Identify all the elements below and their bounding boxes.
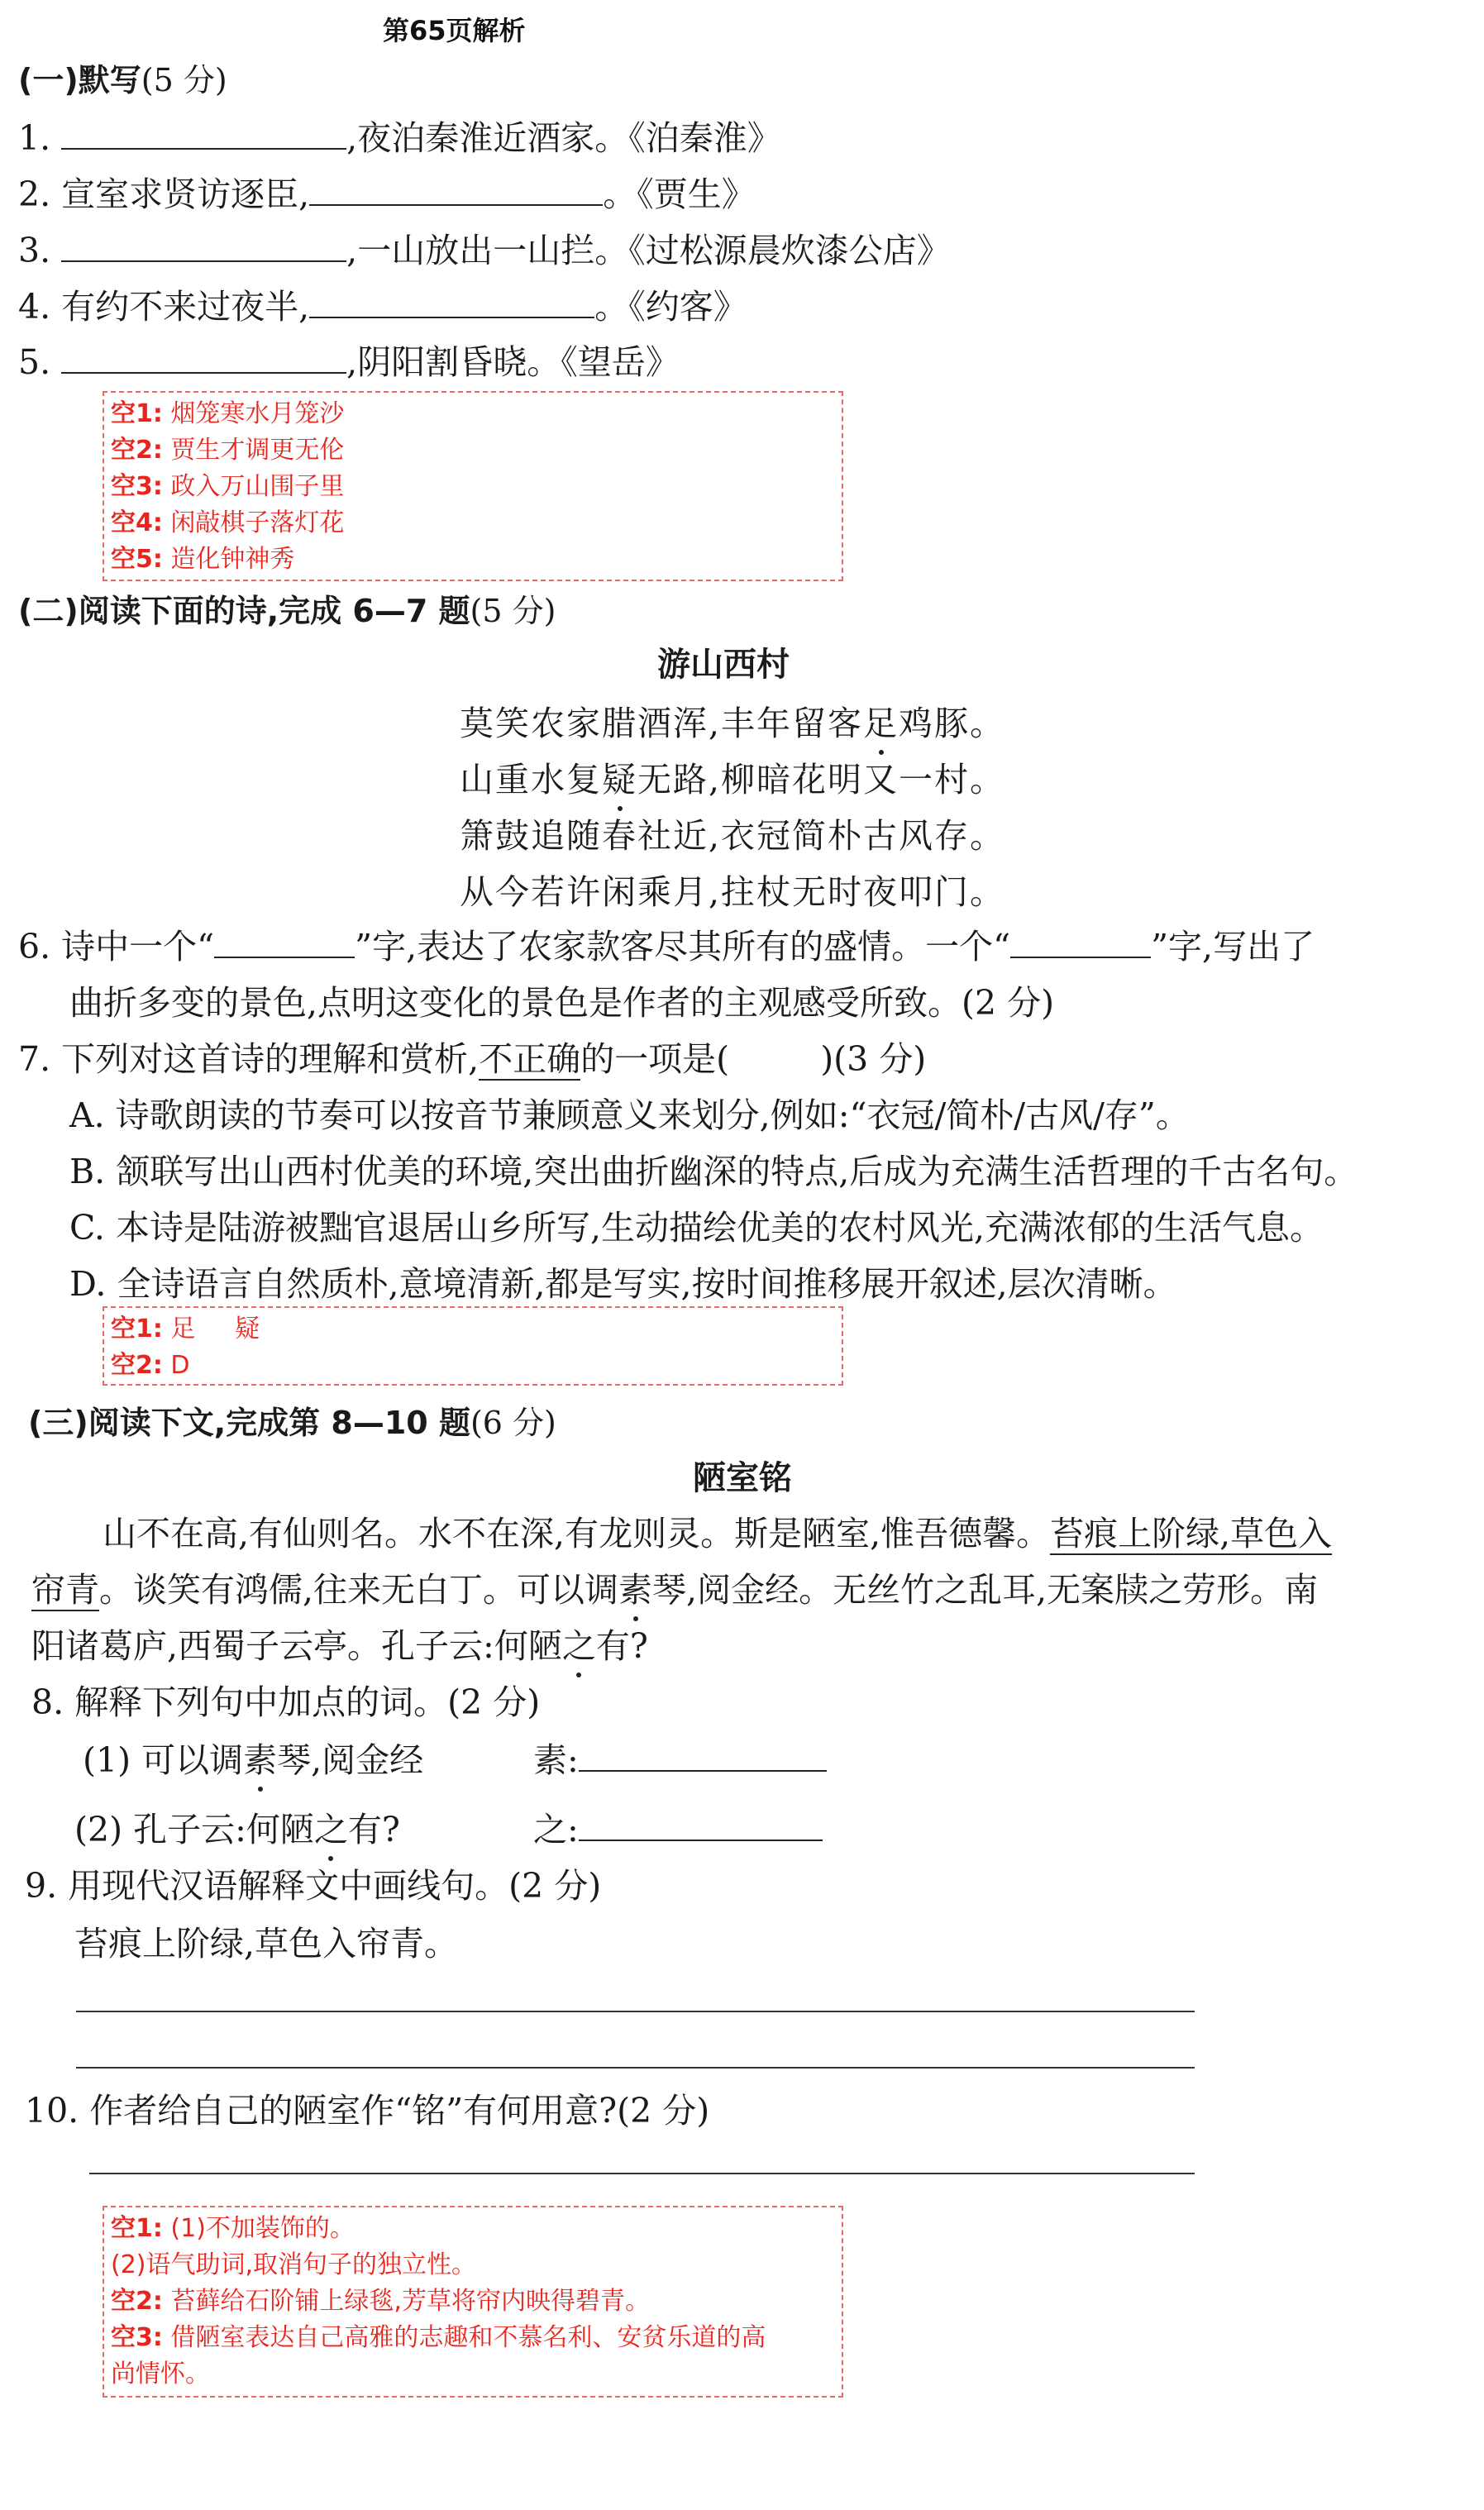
question-8-2: (2) 孔子云:何陋之有? [74, 1802, 400, 1851]
answer-box-3: 空1: (1)不加装饰的。 (2)语气助词,取消句子的独立性。 空2: 苔藓给石阶铺上绿毯,芳草将帘内映得碧青。 空3: 借陋室表达自己高雅的志趣和不慕名利、安贫乐道的高 尚情怀。 [103, 2206, 843, 2398]
question-7: 7. 下列对这首诗的理解和赏析,不正确的一项是( )(3 分) [18, 1039, 927, 1079]
dotted-char: 疑 [602, 752, 637, 801]
option-b: B. 颔联写出山西村优美的环境,突出曲折幽深的特点,后成为充满生活哲理的千古名句。 [69, 1152, 1358, 1191]
section3-score: (6 分) [470, 1405, 556, 1441]
question-9-sentence: 苔痕上阶绿,草色入帘青。 [74, 1924, 459, 1964]
dotted-char: 素 [618, 1563, 652, 1611]
dotted-char: 之 [314, 1802, 348, 1851]
dotted-char: 素 [243, 1733, 277, 1782]
option-c: C. 本诗是陆游被黜官退居山乡所写,生动描绘优美的农村风光,充满浓郁的生活气息。 [69, 1208, 1324, 1248]
answer-line-10[interactable] [89, 2173, 1195, 2174]
s1-item-5: 5. ,阴阳割昏晓。《望岳》 [18, 342, 680, 382]
section2-title: (二)阅读下面的诗,完成 6—7 题 [18, 593, 470, 629]
q8-2-blank[interactable] [579, 1810, 823, 1841]
poem-title: 游山西村 [657, 646, 790, 684]
dotted-char: 足 [863, 696, 899, 745]
option-d: D. 全诗语言自然质朴,意境清新,都是写实,按时间推移展开叙述,层次清晰。 [69, 1264, 1177, 1304]
section1-score: (5 分) [141, 62, 227, 98]
answer-line-9-2[interactable] [76, 2067, 1195, 2069]
question-6-line-1: 6. 诗中一个“ ”字,表达了农家款客尽其所有的盛情。一个“ ”字,写出了 [18, 927, 1315, 966]
fill-blank-3[interactable] [61, 231, 346, 262]
section3-title: (三)阅读下文,完成第 8—10 题 [28, 1405, 470, 1441]
section1-heading [18, 55, 227, 100]
answer-box-1: 空1: 烟笼寒水月笼沙 空2: 贾生才调更无伦 空3: 政入万山围子里 空4: 闲敲棋子落灯花 空5: 造化钟神秀 [103, 391, 843, 581]
section3-heading [28, 1397, 556, 1443]
fill-blank-5[interactable] [61, 342, 346, 374]
s1-item-1: 1. ,夜泊秦淮近酒家。《泊秦淮》 [18, 118, 781, 158]
q6-blank-2[interactable] [1010, 927, 1151, 958]
question-8: 8. 解释下列句中加点的词。(2 分) [31, 1682, 541, 1722]
section2-score: (5 分) [470, 593, 556, 629]
poem-line-1: 莫笑农家腊酒浑,丰年留客足鸡豚。 [460, 696, 1005, 745]
question-8-1: (1) 可以调素琴,阅金经 [83, 1733, 423, 1782]
q8-1-blank[interactable] [579, 1740, 827, 1772]
question-8-1-label: 素: [533, 1733, 827, 1782]
essay-line-2: 帘青。谈笑有鸿儒,往来无白丁。可以调素琴,阅金经。无丝竹之乱耳,无案牍之劳形。南 [31, 1563, 1318, 1611]
s1-item-4: 4. 有约不来过夜半, 。《约客》 [18, 287, 747, 327]
fill-blank-4[interactable] [309, 287, 594, 318]
poem-line-4: 从今若许闲乘月,拄杖无时夜叩门。 [460, 872, 1006, 912]
essay-title: 陋室铭 [693, 1459, 792, 1497]
page-title: 第65页解析 [383, 15, 526, 46]
section2-heading [18, 585, 556, 631]
s1-item-3: 3. ,一山放出一山拦。《过松源晨炊漆公店》 [18, 231, 951, 270]
fill-blank-2[interactable] [309, 174, 603, 206]
question-9: 9. 用现代汉语解释文中画线句。(2 分) [25, 1866, 602, 1906]
q6-blank-1[interactable] [214, 927, 355, 958]
question-10: 10. 作者给自己的陋室作“铭”有何用意?(2 分) [25, 2091, 710, 2131]
option-a: A. 诗歌朗读的节奏可以按音节兼顾意义来划分,例如:“衣冠/简朴/古风/存”。 [69, 1095, 1190, 1135]
dotted-char: 之 [562, 1619, 596, 1668]
essay-line-1: 山不在高,有仙则名。水不在深,有龙则灵。斯是陋室,惟吾德馨。苔痕上阶绿,草色入 [103, 1514, 1333, 1553]
answer-line-9-1[interactable] [76, 2011, 1195, 2012]
s1-item-2: 2. 宣室求贤访逐臣, 。《贾生》 [18, 174, 756, 214]
fill-blank-1[interactable] [61, 118, 346, 150]
underlined-sentence: 苔痕上阶绿,草色入 [1050, 1514, 1333, 1553]
essay-line-3: 阳诸葛庐,西蜀子云亭。孔子云:何陋之有? [31, 1619, 648, 1668]
poem-line-2: 山重水复疑无路,柳暗花明又一村。 [460, 752, 1005, 801]
underlined-sentence: 帘青 [31, 1570, 99, 1610]
section1-title: (一)默写 [18, 62, 141, 98]
question-6-line-2: 曲折多变的景色,点明这变化的景色是作者的主观感受所致。(2 分) [69, 983, 1055, 1023]
answer-box-2: 空1: 足 疑 空2: D [103, 1306, 843, 1386]
emphasis-underline: 不正确 [479, 1039, 581, 1079]
question-8-2-label: 之: [533, 1802, 823, 1851]
poem-line-3: 箫鼓追随春社近,衣冠简朴古风存。 [460, 816, 1006, 856]
